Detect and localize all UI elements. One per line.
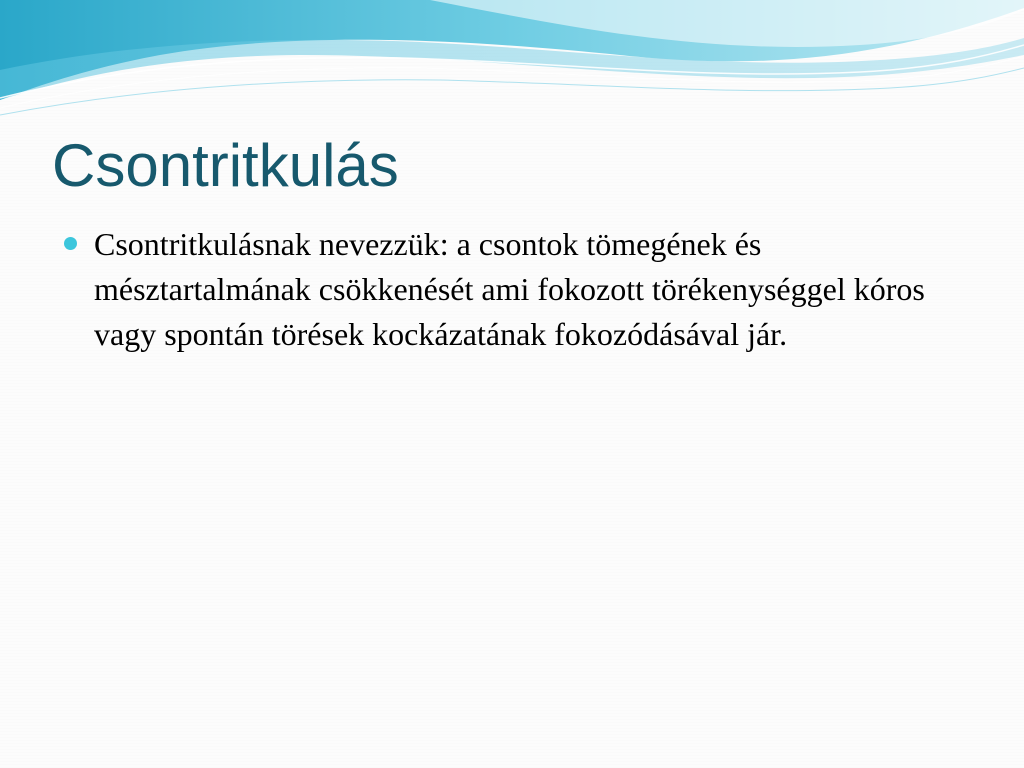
wave-header-decoration — [0, 0, 1024, 120]
slide-title: Csontritkulás — [52, 132, 399, 199]
bullet-list — [64, 222, 964, 357]
bullet-text: Csontritkulásnak nevezzük: a csontok tömegének és mésztartalmának csökkenését ami fokozott törékenységgel kóros vagy spontán törések kockázatának fokozódásával jár. — [94, 226, 925, 352]
bullet-icon — [64, 237, 77, 250]
list-item — [64, 222, 964, 357]
